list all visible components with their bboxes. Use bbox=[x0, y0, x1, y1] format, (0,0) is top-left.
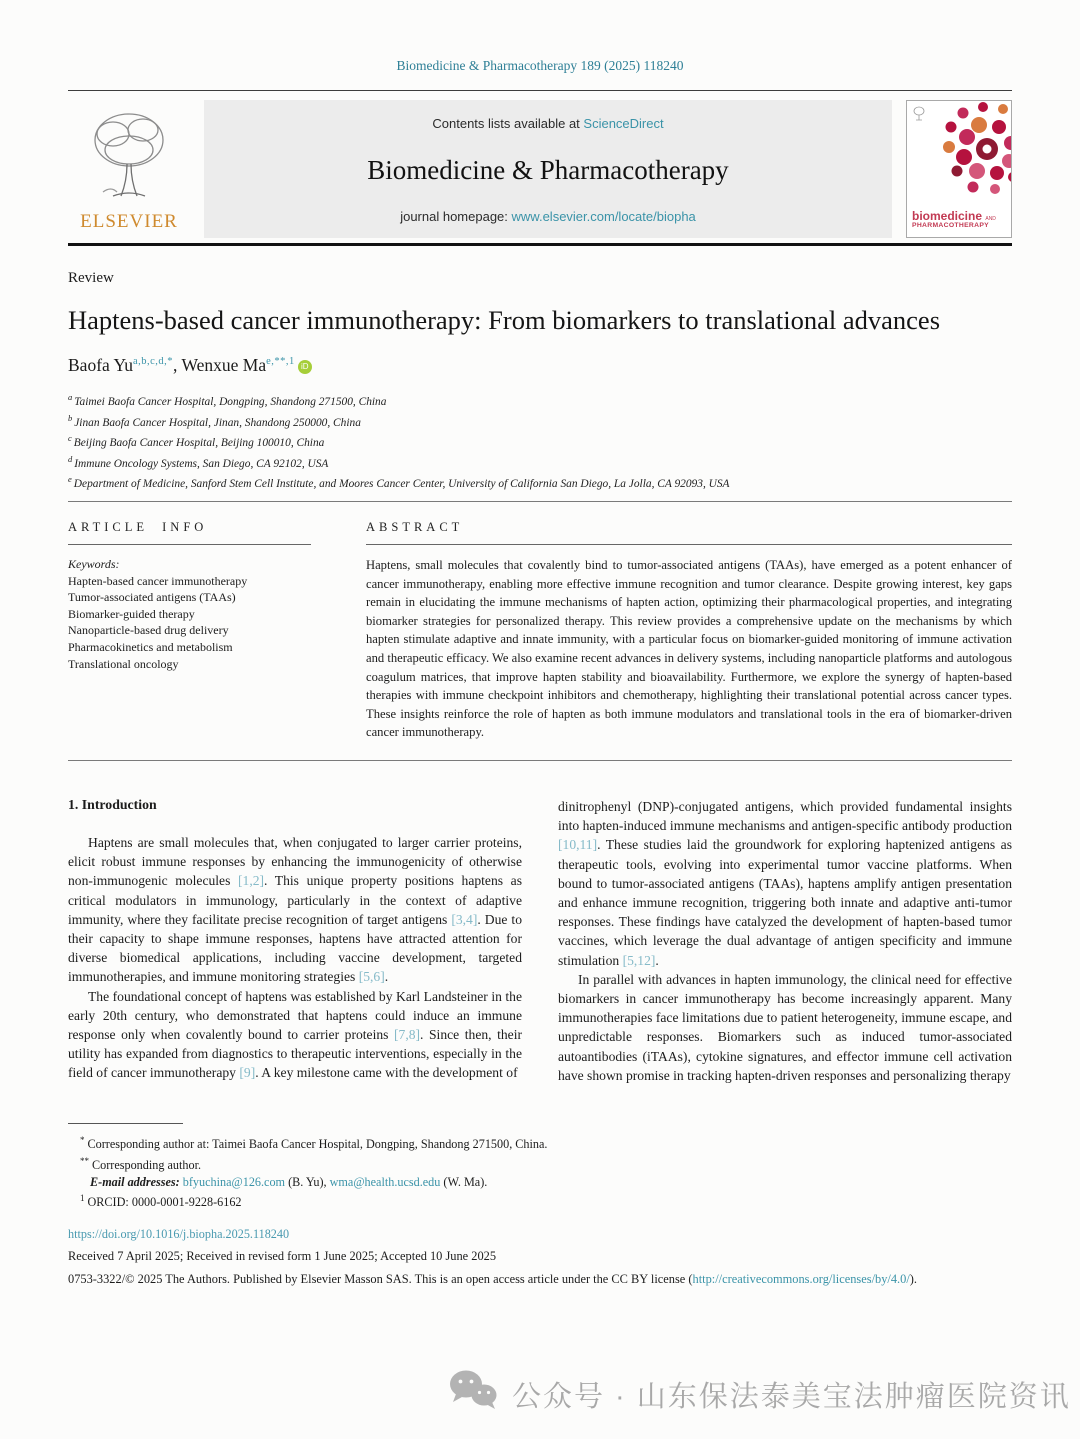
paragraph: In parallel with advances in hapten immunology, the clinical need for effective biomarkers in cancer immunotherapy has become increasingly apparent. Many immunotherapies face limitations due to patient heterogeneity, immune escape, and unpredictable responses. Biomarkers such as induced tumor-associated autoantibodies (iTAAs), cytokine signatures, and effector immune cell activation have shown promise in tracking hapten-driven responses and personalizing therapy bbox=[558, 971, 1012, 1083]
contents-line bbox=[214, 116, 882, 131]
affiliation-text: Jinan Baofa Cancer Hospital, Jinan, Shandong 250000, China bbox=[74, 416, 361, 429]
body-right-column bbox=[558, 797, 1012, 1085]
affiliation bbox=[68, 390, 1012, 411]
homepage-prefix: journal homepage: bbox=[400, 209, 512, 224]
footnote-marker: * bbox=[80, 1134, 85, 1145]
article-type-label: Review bbox=[68, 270, 114, 286]
affiliation-sup: a bbox=[68, 392, 73, 402]
journal-title: Biomedicine & Pharmacotherapy bbox=[367, 154, 729, 185]
affiliation-sup: b bbox=[68, 412, 73, 423]
keyword: Hapten-based cancer immunotherapy bbox=[68, 573, 248, 588]
body-left-column bbox=[68, 797, 522, 1085]
affiliation bbox=[68, 472, 1012, 493]
affiliation-sup: e bbox=[68, 474, 72, 485]
keyword: Pharmacokinetics and metabolism bbox=[68, 639, 233, 654]
keywords-label: Keywords: bbox=[68, 556, 120, 571]
affiliation bbox=[68, 411, 1012, 432]
doi-line bbox=[68, 1227, 1012, 1242]
section-heading-introduction: 1. Introduction bbox=[68, 796, 157, 812]
footnote-marker: ** bbox=[80, 1155, 89, 1166]
orcid-icon[interactable]: iD bbox=[298, 360, 312, 374]
running-head-journal-ref: Biomedicine & Pharmacotherapy 189 (2025) 118240 bbox=[396, 58, 684, 73]
author-separator: , bbox=[173, 355, 182, 375]
journal-cover-thumbnail[interactable] bbox=[906, 100, 1012, 238]
divider bbox=[366, 544, 1012, 545]
paragraph: dinitrophenyl (DNP)-conjugated antigens, which provided fundamental insights into hapten-induced immune mechanisms and antigen-specific antibody production [10,11]. These studies laid the groundwork for exploring haptenized antigens as therapeutic tools, evolving into experimental tumor vaccine platforms. When bound to tumor-associated antigens (TAAs), haptens amplify antigen presentation and enhance immune recognition, triggering both innate and adaptive anti-tumor responses. These findings have catalyzed the development of hapten-based tumor vaccines, which leverage the dual advantage of antigen specificity and immune stimulation [5,12]. bbox=[558, 798, 1012, 968]
abstract-heading: ABSTRACT bbox=[366, 519, 464, 534]
abstract-column bbox=[366, 502, 1012, 742]
footnote-corresponding-2 bbox=[68, 1153, 1012, 1174]
homepage-line bbox=[214, 209, 882, 224]
affiliation bbox=[68, 452, 1012, 473]
journal-header bbox=[68, 100, 1012, 238]
footnotes-block bbox=[68, 1132, 1012, 1211]
keywords-list bbox=[68, 556, 311, 672]
affiliation-text: Department of Medicine, Sanford Stem Cell Institute, and Moores Cancer Center, University of California San Diego, La Jolla, CA 92093, USA bbox=[73, 478, 730, 491]
keyword: Translational oncology bbox=[68, 656, 179, 671]
author-affil-sup: e,**,1 bbox=[266, 356, 295, 368]
divider bbox=[68, 243, 1012, 246]
keyword: Biomarker-guided therapy bbox=[68, 606, 195, 621]
footnote-text: Corresponding author. bbox=[92, 1157, 201, 1172]
watermark-text: 公众号 · 山东保法泰美宝法肿瘤医院资讯 bbox=[512, 1380, 1071, 1413]
elsevier-tree-icon bbox=[83, 106, 175, 209]
article-info-column bbox=[68, 502, 311, 742]
footnote-text: ORCID: 0000-0001-9228-6162 bbox=[87, 1195, 242, 1210]
author-affil-sup: a,b,c,d,* bbox=[132, 356, 174, 368]
author-line bbox=[68, 355, 1012, 376]
footnote-emails[interactable]: E-mail addresses: bfyuchina@126.com (B. Yu), wma@health.ucsd.edu (W. Ma). bbox=[90, 1174, 488, 1189]
paragraph: The foundational concept of haptens was established by Karl Landsteiner in the early 20th century, who demonstrated that haptens could induce an immune response only when covalently bound to carrier proteins [7,8]. Since then, their utility has expanded from diagnostics to therapeutic interventions, especially in the field of cancer immunotherapy [9]. A key milestone came with the development of bbox=[68, 988, 523, 1081]
abstract-text: Haptens, small molecules that covalently bind to tumor-associated antigens (TAAs), have emerged as a potent enhancer of cancer immunotherapy, enabling more effective immune recognition and tumor clearance. Despite growing interest, key gaps remain in elucidating the immune mechanisms of hapten action, optimizing their pharmacological properties, and integrating biomarker strategies for personalized therapy. This review provides a comprehensive update on the mechanisms by which hapten stimulate adaptive and innate immunity, with a particular focus on biomarker-guided monitoring of immune activation and therapeutic efficacy. We also examine recent advances in delivery systems, including nanoparticle platforms and autologous coagulum matrices, that improve hapten stability and bioavailability. Furthermore, we explore the synergy of hapten-based therapies with immune checkpoint inhibitors and chemotherapy, highlighting their translational potential across cancer types. These insights reinforce the role of hapten as both immune modulators and translational tools in the era of biomarker-driven cancer immunotherapy. bbox=[366, 557, 1012, 740]
affiliation-text: Taimei Baofa Cancer Hospital, Dongping, Shandong 271500, China bbox=[74, 395, 387, 408]
cover-title-and: AND bbox=[985, 216, 996, 223]
contents-prefix: Contents lists available at bbox=[432, 116, 584, 131]
affiliation-text: Immune Oncology Systems, San Diego, CA 92102, USA bbox=[74, 457, 329, 470]
article-title: Haptens-based cancer immunotherapy: From biomarkers to translational advances bbox=[68, 305, 941, 335]
footnote-orcid bbox=[68, 1190, 1012, 1211]
divider bbox=[68, 544, 311, 545]
paragraph: Haptens are small molecules that, when conjugated to larger carrier proteins, elicit robust immune responses by enhancing the immunogenicity of otherwise non-immunogenic molecules [1,2]. This unique property positions haptens as critical modulators in immunology, particularly in the context of adaptive immunity, where they facilitate precise recognition of target antigens [3,4]. Due to their capacity to shape immune responses, haptens have attracted attention for diverse biomedical applications, including vaccine development, targeted immunotherapies, and immune monitoring strategies [5,6]. bbox=[68, 834, 522, 985]
footnote-divider bbox=[68, 1123, 183, 1124]
article-info-heading: ARTICLE INFO bbox=[68, 519, 208, 534]
elsevier-logo[interactable] bbox=[68, 100, 190, 238]
cover-title-line1: biomedicine bbox=[912, 209, 983, 224]
footnote-marker: 1 bbox=[80, 1193, 85, 1204]
copyright-line: 0753-3322/© 2025 The Authors. Published by Elsevier Masson SAS. This is an open access article under the CC BY license (http://creativecommons.org/licenses/by/4.0/). bbox=[68, 1272, 918, 1287]
elsevier-wordmark: ELSEVIER bbox=[80, 211, 178, 232]
journal-homepage-link[interactable]: www.elsevier.com/locate/biopha bbox=[511, 209, 696, 224]
affiliation-text: Beijing Baofa Cancer Hospital, Beijing 100010, China bbox=[73, 436, 325, 449]
info-abstract-block bbox=[68, 502, 1012, 742]
keyword: Tumor-associated antigens (TAAs) bbox=[68, 590, 236, 605]
divider bbox=[68, 760, 1012, 761]
keyword: Nanoparticle-based drug delivery bbox=[68, 623, 229, 638]
affiliation-sup: c bbox=[68, 433, 72, 444]
doi-link[interactable]: https://doi.org/10.1016/j.biopha.2025.118240 bbox=[68, 1227, 290, 1242]
footnote-corresponding-1 bbox=[68, 1132, 1012, 1153]
footnote-text: Corresponding author at: Taimei Baofa Cancer Hospital, Dongping, Shandong 271500, China. bbox=[87, 1137, 548, 1152]
sciencedirect-link[interactable]: ScienceDirect bbox=[583, 116, 664, 131]
cover-title-line2: PHARMACOTHERAPY bbox=[912, 222, 990, 230]
affiliation-sup: d bbox=[68, 453, 73, 464]
wechat-icon bbox=[448, 1369, 498, 1419]
wechat-watermark bbox=[448, 1369, 1071, 1419]
cover-wordmark bbox=[912, 210, 996, 230]
article-history: Received 7 April 2025; Received in revised form 1 June 2025; Accepted 10 June 2025 bbox=[68, 1249, 497, 1264]
author-name[interactable]: Wenxue Ma bbox=[181, 355, 267, 375]
divider bbox=[68, 90, 1012, 91]
affiliation bbox=[68, 431, 1012, 452]
body-two-columns bbox=[68, 797, 1012, 1085]
author-name[interactable]: Baofa Yu bbox=[68, 355, 133, 375]
affiliations-list bbox=[68, 390, 1012, 493]
journal-banner bbox=[204, 100, 892, 238]
